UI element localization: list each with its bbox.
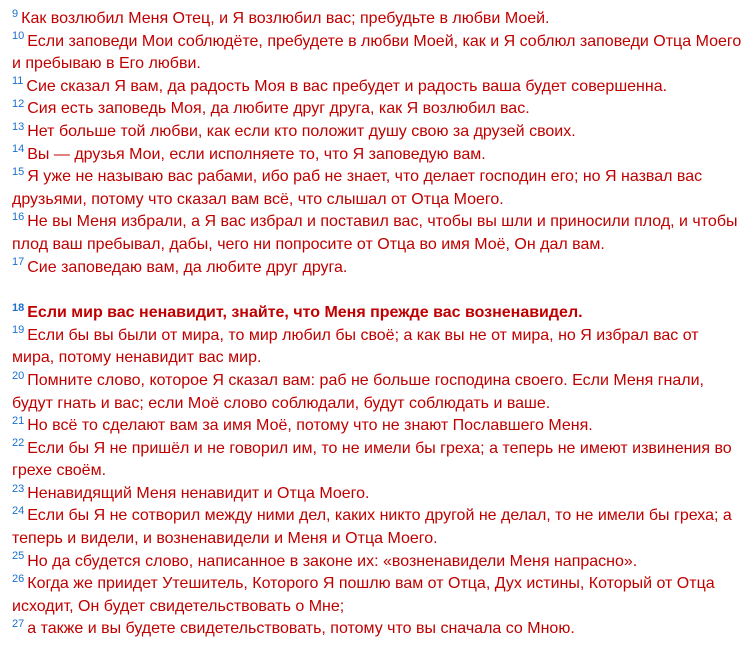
verse-number: 25	[12, 550, 25, 563]
verse-number: 13	[12, 120, 25, 133]
verse-text: Я уже не называю вас рабами, ибо раб не знает, что делает господин его; но Я назвал вас друзьями, потому что сказал вам всё, что слышал от Отца Моего.	[12, 168, 703, 208]
verse-text: Сия есть заповедь Моя, да любите друг друга, как Я возлюбил вас.	[27, 100, 530, 118]
verse-number: 23	[12, 482, 25, 495]
verse-number: 17	[12, 256, 25, 269]
verse-text: Когда же приидет Утешитель, Которого Я пошлю вам от Отца, Дух истины, Который от Отца исходит, Он будет свидетельствовать о Мне;	[12, 575, 715, 615]
verse-21	[12, 415, 743, 438]
verse-20	[12, 370, 743, 415]
verse-number: 27	[12, 618, 25, 631]
verse-group-1	[12, 8, 743, 279]
verse-24	[12, 505, 743, 550]
paragraph-gap	[12, 279, 743, 302]
verse-number: 15	[12, 165, 25, 178]
verse-text: Но да сбудется слово, написанное в законе их: «возненавидели Меня напрасно».	[27, 552, 638, 570]
verse-22	[12, 438, 743, 483]
verse-17	[12, 257, 743, 280]
verse-number: 19	[12, 324, 25, 337]
verse-number: 16	[12, 211, 25, 224]
verse-text: Если бы Я не сотворил между ними дел, каких никто другой не делал, то не имели бы греха; а теперь и видели, и возненавидели и Меня и Отца Моего.	[12, 507, 732, 548]
verse-number: 18	[12, 301, 25, 314]
verse-text: а также и вы будете свидетельствовать, потому что вы сначала со Мною.	[27, 620, 575, 638]
verse-15	[12, 166, 743, 211]
verse-text: Не вы Меня избрали, а Я вас избрал и поставил вас, чтобы вы шли и приносили плод, и чтобы плод ваш пребывал, дабы, чего ни попросите от Отца во имя Моё, Он дал вам.	[12, 213, 738, 253]
verse-text: Помните слово, которое Я сказал вам: раб не больше господина своего. Если Меня гнали, будут гнать и вас; если Моё слово соблюдали, будут соблюдать и ваше.	[12, 371, 704, 412]
verse-18	[12, 302, 743, 325]
verse-number: 26	[12, 572, 25, 585]
verse-16	[12, 211, 743, 256]
verse-text: Но всё то сделают вам за имя Моё, потому что не знают Пославшего Меня.	[27, 417, 593, 435]
verse-27	[12, 618, 743, 641]
verse-text: Если бы вы были от мира, то мир любил бы своё; а как вы не от мира, но Я избрал вас от мира, потому ненавидит вас мир.	[12, 326, 699, 367]
verse-text: Вы — друзья Мои, если исполняете то, что Я заповедую вам.	[27, 145, 486, 163]
verse-number: 24	[12, 505, 25, 518]
verse-text: Нет больше той любви, как если кто положит душу свою за друзей своих.	[27, 122, 576, 140]
verse-14	[12, 144, 743, 167]
verse-number: 20	[12, 369, 25, 382]
verse-number: 21	[12, 414, 25, 427]
verse-12	[12, 98, 743, 121]
verse-text: Ненавидящий Меня ненавидит и Отца Моего.	[27, 484, 370, 502]
verse-number: 10	[12, 30, 25, 43]
verse-text: Сие сказал Я вам, да радость Моя в вас пребудет и радость ваша будет совершенна.	[26, 77, 668, 95]
verse-text: Если заповеди Мои соблюдёте, пребудете в любви Моей, как и Я соблюл заповеди Отца Моего и пребываю в Его любви.	[12, 32, 742, 73]
verse-group-2	[12, 302, 743, 641]
verse-26	[12, 573, 743, 618]
verse-text: Как возлюбил Меня Отец, и Я возлюбил вас; пребудьте в любви Моей.	[21, 10, 550, 27]
verse-number: 12	[12, 98, 25, 111]
verse-11	[12, 76, 743, 99]
verse-13	[12, 121, 743, 144]
verse-number: 22	[12, 437, 25, 450]
verse-text: Если бы Я не пришёл и не говорил им, то не имели бы греха; а теперь не имеют извинения во грехе своём.	[12, 439, 732, 480]
verse-number: 14	[12, 143, 25, 156]
verse-number: 9	[12, 7, 19, 20]
verse-23	[12, 483, 743, 506]
verse-10	[12, 31, 743, 76]
verse-19	[12, 325, 743, 370]
verse-9	[12, 8, 743, 31]
verse-text: Если мир вас ненавидит, знайте, что Меня прежде вас возненавидел.	[27, 304, 583, 322]
verse-number: 11	[12, 75, 24, 88]
verse-text: Сие заповедаю вам, да любите друг друга.	[27, 258, 348, 276]
verse-25	[12, 551, 743, 574]
